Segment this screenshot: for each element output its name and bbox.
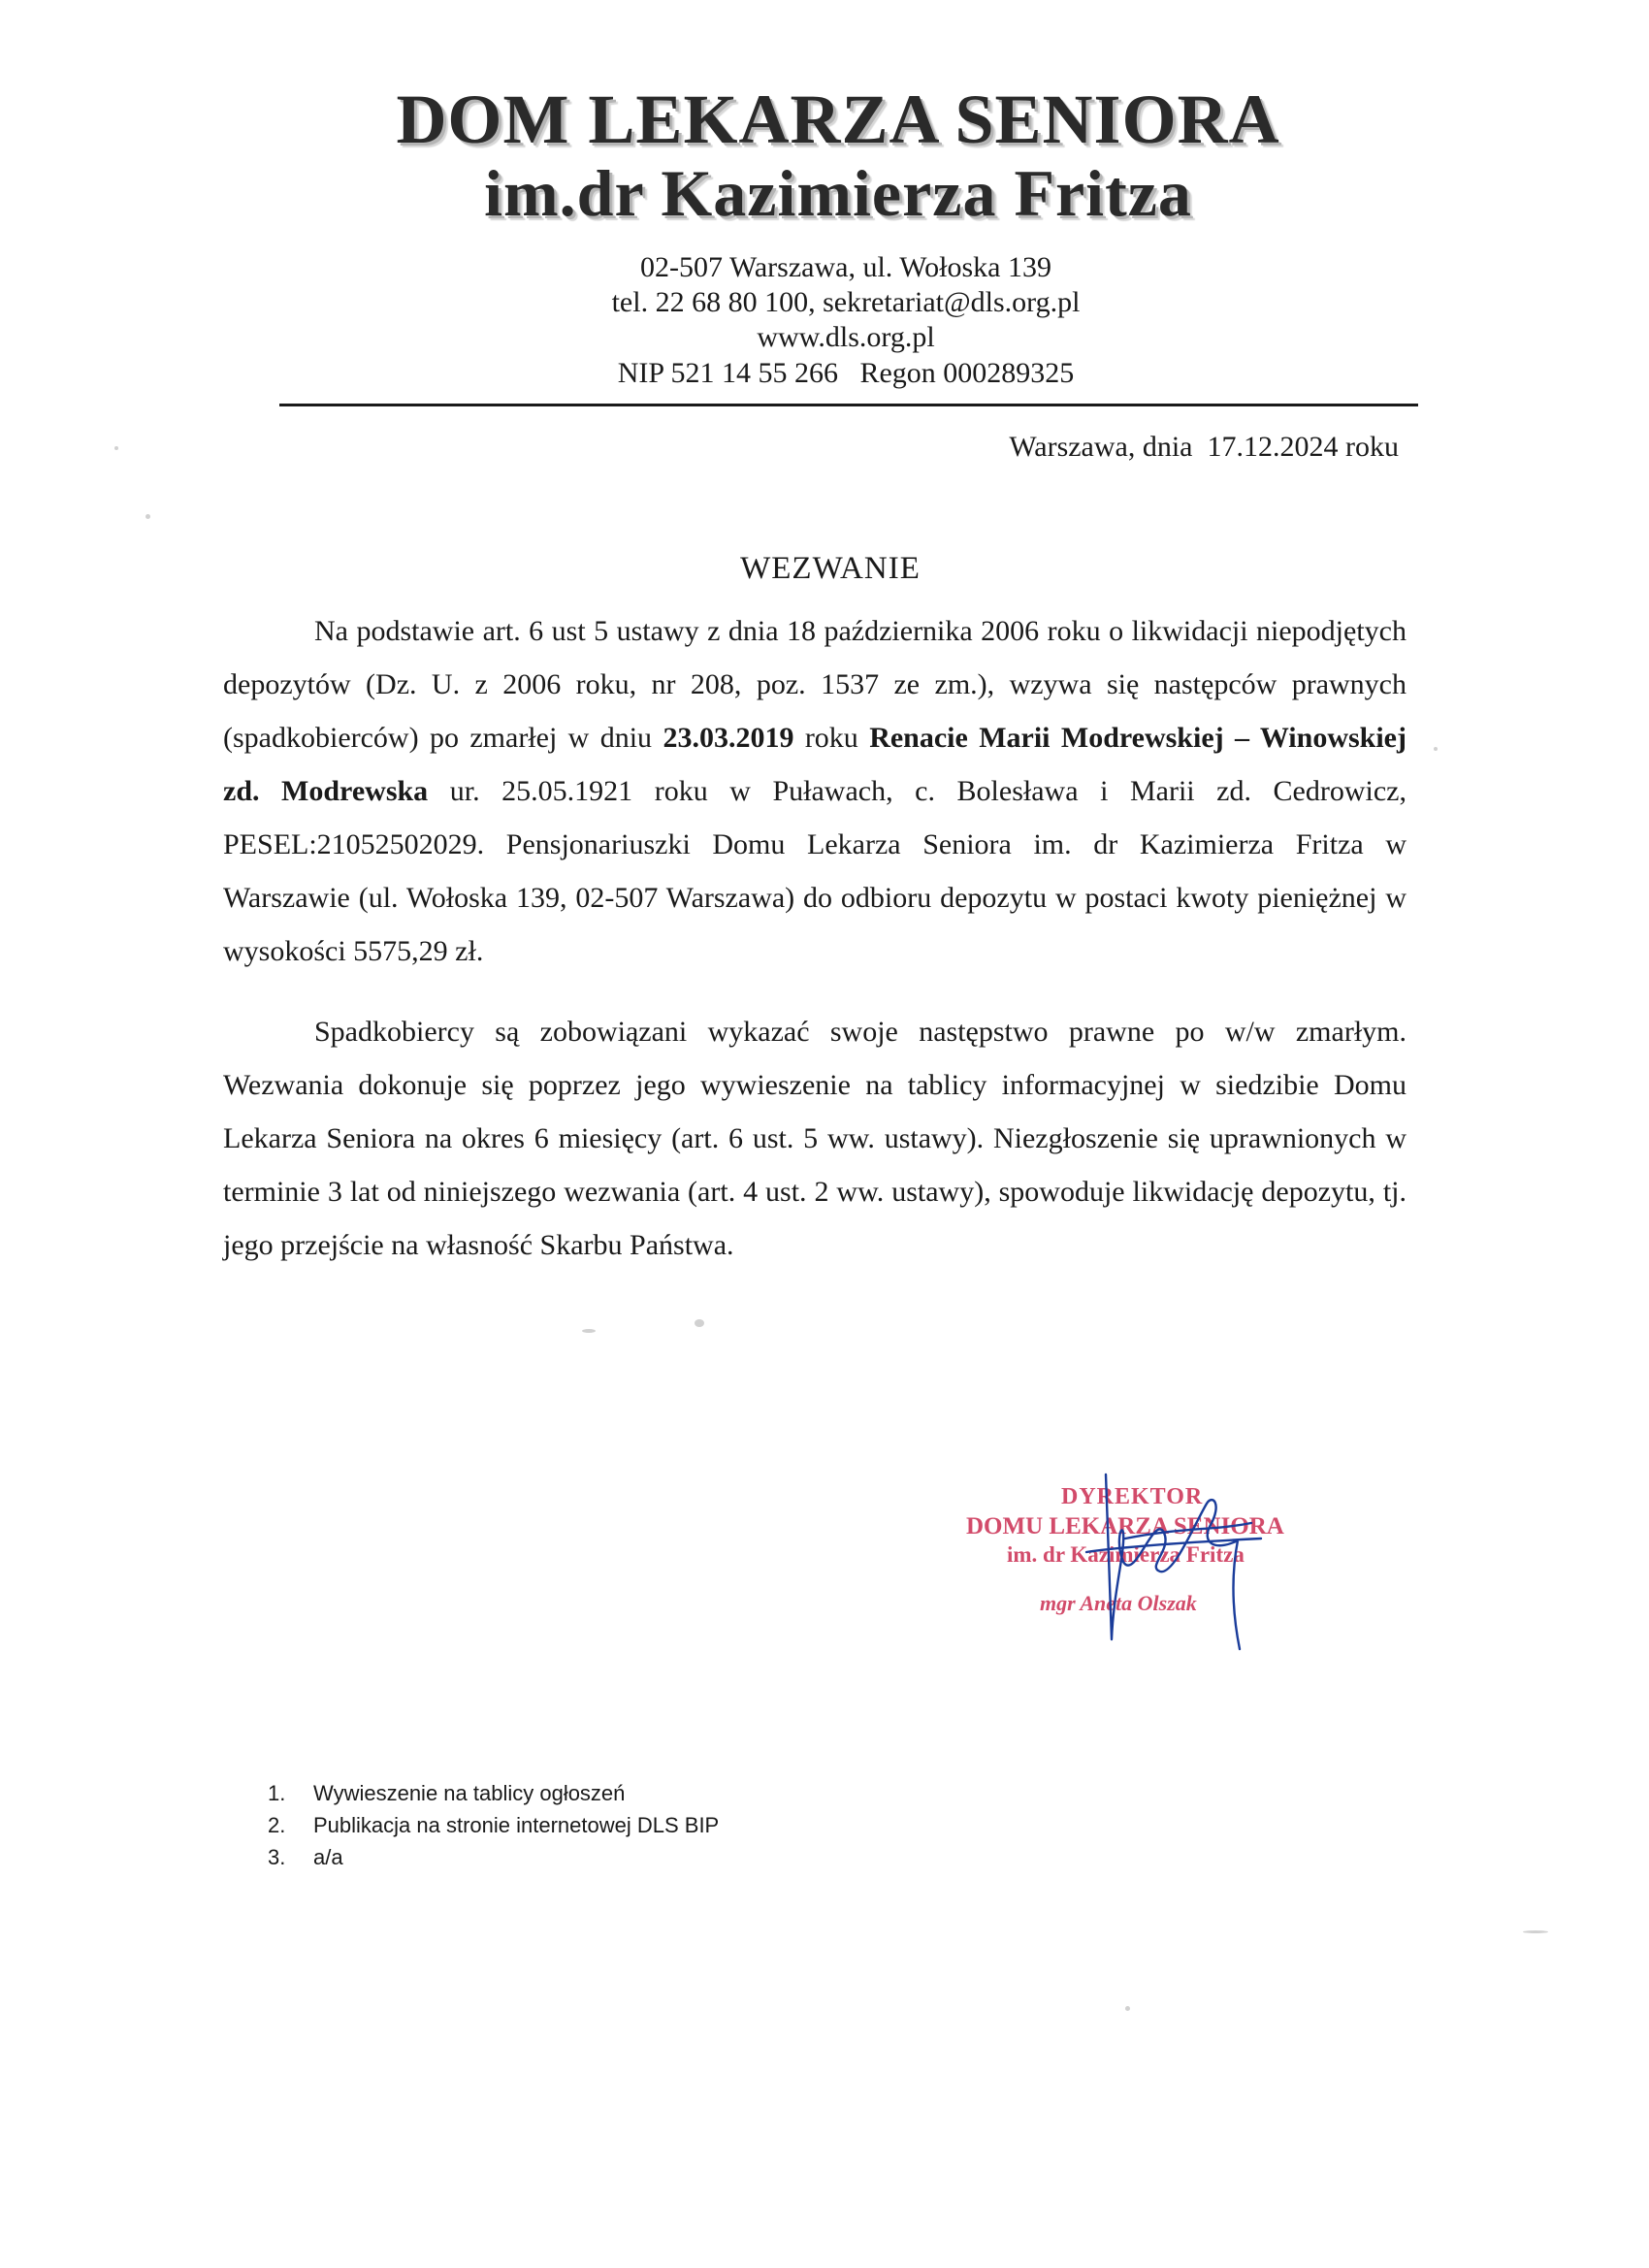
paragraph-text: roku xyxy=(793,722,870,754)
scan-speck xyxy=(1125,2006,1130,2011)
body-paragraph-2 xyxy=(223,1005,1406,1272)
stamp-title: DYREKTOR xyxy=(1061,1484,1204,1509)
scan-speck xyxy=(114,446,118,450)
attachment-number: 1. xyxy=(268,1781,286,1805)
institution-patron: im.dr Kazimierza Fritza xyxy=(484,156,1192,230)
tax-ids-line: NIP 521 14 55 266 Regon 000289325 xyxy=(617,357,1075,389)
paragraph-text: ur. 25.05.1921 roku w Puławach, c. Bolesława i Marii zd. Cedrowicz, PESEL:21052502029. Pensjonariuszki Domu Lekarza Seniora im. dr Kazimierza Fritza w Warszawie (ul. Wołoska 139, 02-507 Warszawa) do odbioru depozytu w postaci kwoty pieniężnej w wysokości 5575,29 zł. xyxy=(223,775,1406,967)
attachments-list xyxy=(268,1777,719,1873)
institution-name: DOM LEKARZA SENIORA xyxy=(396,81,1280,158)
date-line: Warszawa, dnia 17.12.2024 roku xyxy=(1009,431,1399,463)
signature-image xyxy=(1067,1445,1280,1669)
stamp-institution: DOMU LEKARZA SENIORA xyxy=(966,1513,1284,1539)
scan-speck xyxy=(1434,747,1438,751)
deceased-name: Renacie Marii Modrewskiej – Winowskiej zd. Modrewska xyxy=(223,722,1406,807)
contact-line: tel. 22 68 80 100, sekretariat@dls.org.pl xyxy=(611,286,1081,318)
scan-speck xyxy=(146,514,150,519)
website-line: www.dls.org.pl xyxy=(757,321,935,353)
death-date: 23.03.2019 xyxy=(663,722,794,754)
attachment-item xyxy=(268,1809,719,1841)
paragraph-text: Spadkobiercy są zobowiązani wykazać swoje następstwo prawne po w/w zmarłym. Wezwania dokonuje się poprzez jego wywieszenie na tablicy informacyjnej w siedzibie Domu Lekarza Seniora na okres 6 miesięcy (art. 6 ust. 5 ww. ustawy). Niezgłoszenie się uprawnionych w terminie 3 lat od niniejszego wezwania (art. 4 ust. 2 ww. ustawy), spowoduje likwidację depozytu, tj. jego przejście na własność Skarbu Państwa. xyxy=(223,1016,1406,1261)
attachment-text: Wywieszenie na tablicy ogłoszeń xyxy=(313,1781,626,1805)
stamp-signatory: mgr Aneta Olszak xyxy=(1040,1591,1197,1615)
scan-speck xyxy=(582,1329,596,1333)
attachment-number: 2. xyxy=(268,1813,286,1837)
address-line: 02-507 Warszawa, ul. Wołoska 139 xyxy=(640,251,1051,283)
scan-speck xyxy=(1523,1930,1548,1933)
paragraph-text: Na podstawie art. 6 ust 5 ustawy z dnia 18 października 2006 roku o likwidacji niepodjętych depozytów (Dz. U. z 2006 roku, nr 208, poz. 1537 ze zm.), wzywa się następców prawnych (spadkobierców) po zmarłej w dniu xyxy=(223,615,1406,754)
attachment-number: 3. xyxy=(268,1845,286,1869)
attachment-text: a/a xyxy=(313,1845,343,1869)
attachment-item xyxy=(268,1841,719,1873)
header-divider xyxy=(279,404,1418,406)
attachment-item xyxy=(268,1777,719,1809)
attachment-text: Publikacja na stronie internetowej DLS BIP xyxy=(313,1813,720,1837)
stamp-patron: im. dr Kazimierza Fritza xyxy=(1007,1542,1245,1567)
document-title: WEZWANIE xyxy=(740,551,921,586)
scan-speck xyxy=(695,1319,704,1327)
body-paragraph-1 xyxy=(223,604,1406,978)
